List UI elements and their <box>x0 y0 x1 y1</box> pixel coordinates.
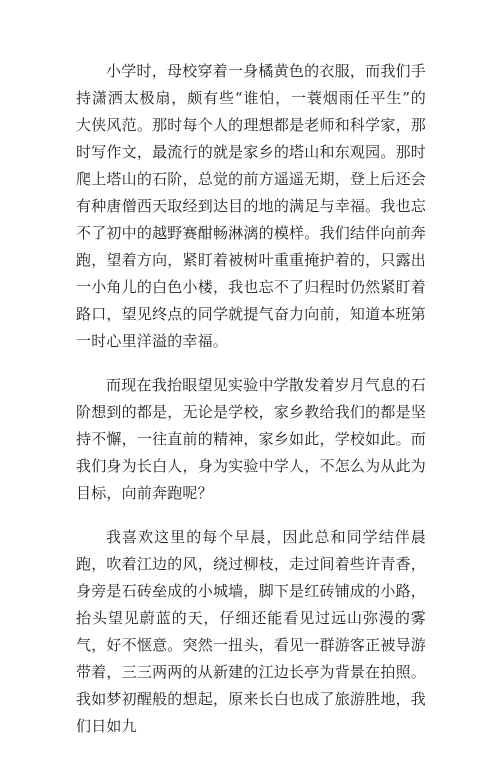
paragraph-1: 小学时，母校穿着一身橘黄色的衣服，而我们手持潇洒太极扇，颇有些“谁怕，一蓑烟雨任平生”的大侠风范。那时每个人的理想都是老师和科学家，那时写作文，最流行的就是家乡的塔山和东观园。那时爬上塔山的石阶，总觉的前方遥遥无期，登上后还会有种唐僧西天取经到达目的地的满足与幸福。我也忘不了初中的越野赛酣畅淋漓的模样。我们结伴向前奔跑，望着方向，紧盯着被树叶重重掩护着的，只露出一小角儿的白色小楼，我也忘不了归程时仍然紧盯着路口，望见终点的同学就提气奋力向前，知道本班第一时心里洋溢的幸福。 <box>76 62 426 350</box>
paragraph-3: 我喜欢这里的每个早晨，因此总和同学结伴晨跑，吹着江边的风，绕过柳枝，走过间着些许青香，身旁是石砖垒成的小城墙，脚下是红砖铺成的小路，抬头望见蔚蓝的天，仔细还能看见过远山弥漫的雾气，好不惬意。突然一扭头，看见一群游客正被导游带着，三三两两的从新建的江边长亭为背景在拍照。我如梦初醒般的想起，原来长白也成了旅游胜地，我们日如九 <box>76 528 426 735</box>
paragraph-2: 而现在我抬眼望见实验中学散发着岁月气息的石阶想到的都是，无论是学校，家乡教给我们的都是坚持不懈，一往直前的精神，家乡如此，学校如此。而我们身为长白人，身为实验中学人，不怎么为从此为目标，向前奔跑呢？ <box>76 376 426 502</box>
document-body <box>76 58 426 757</box>
